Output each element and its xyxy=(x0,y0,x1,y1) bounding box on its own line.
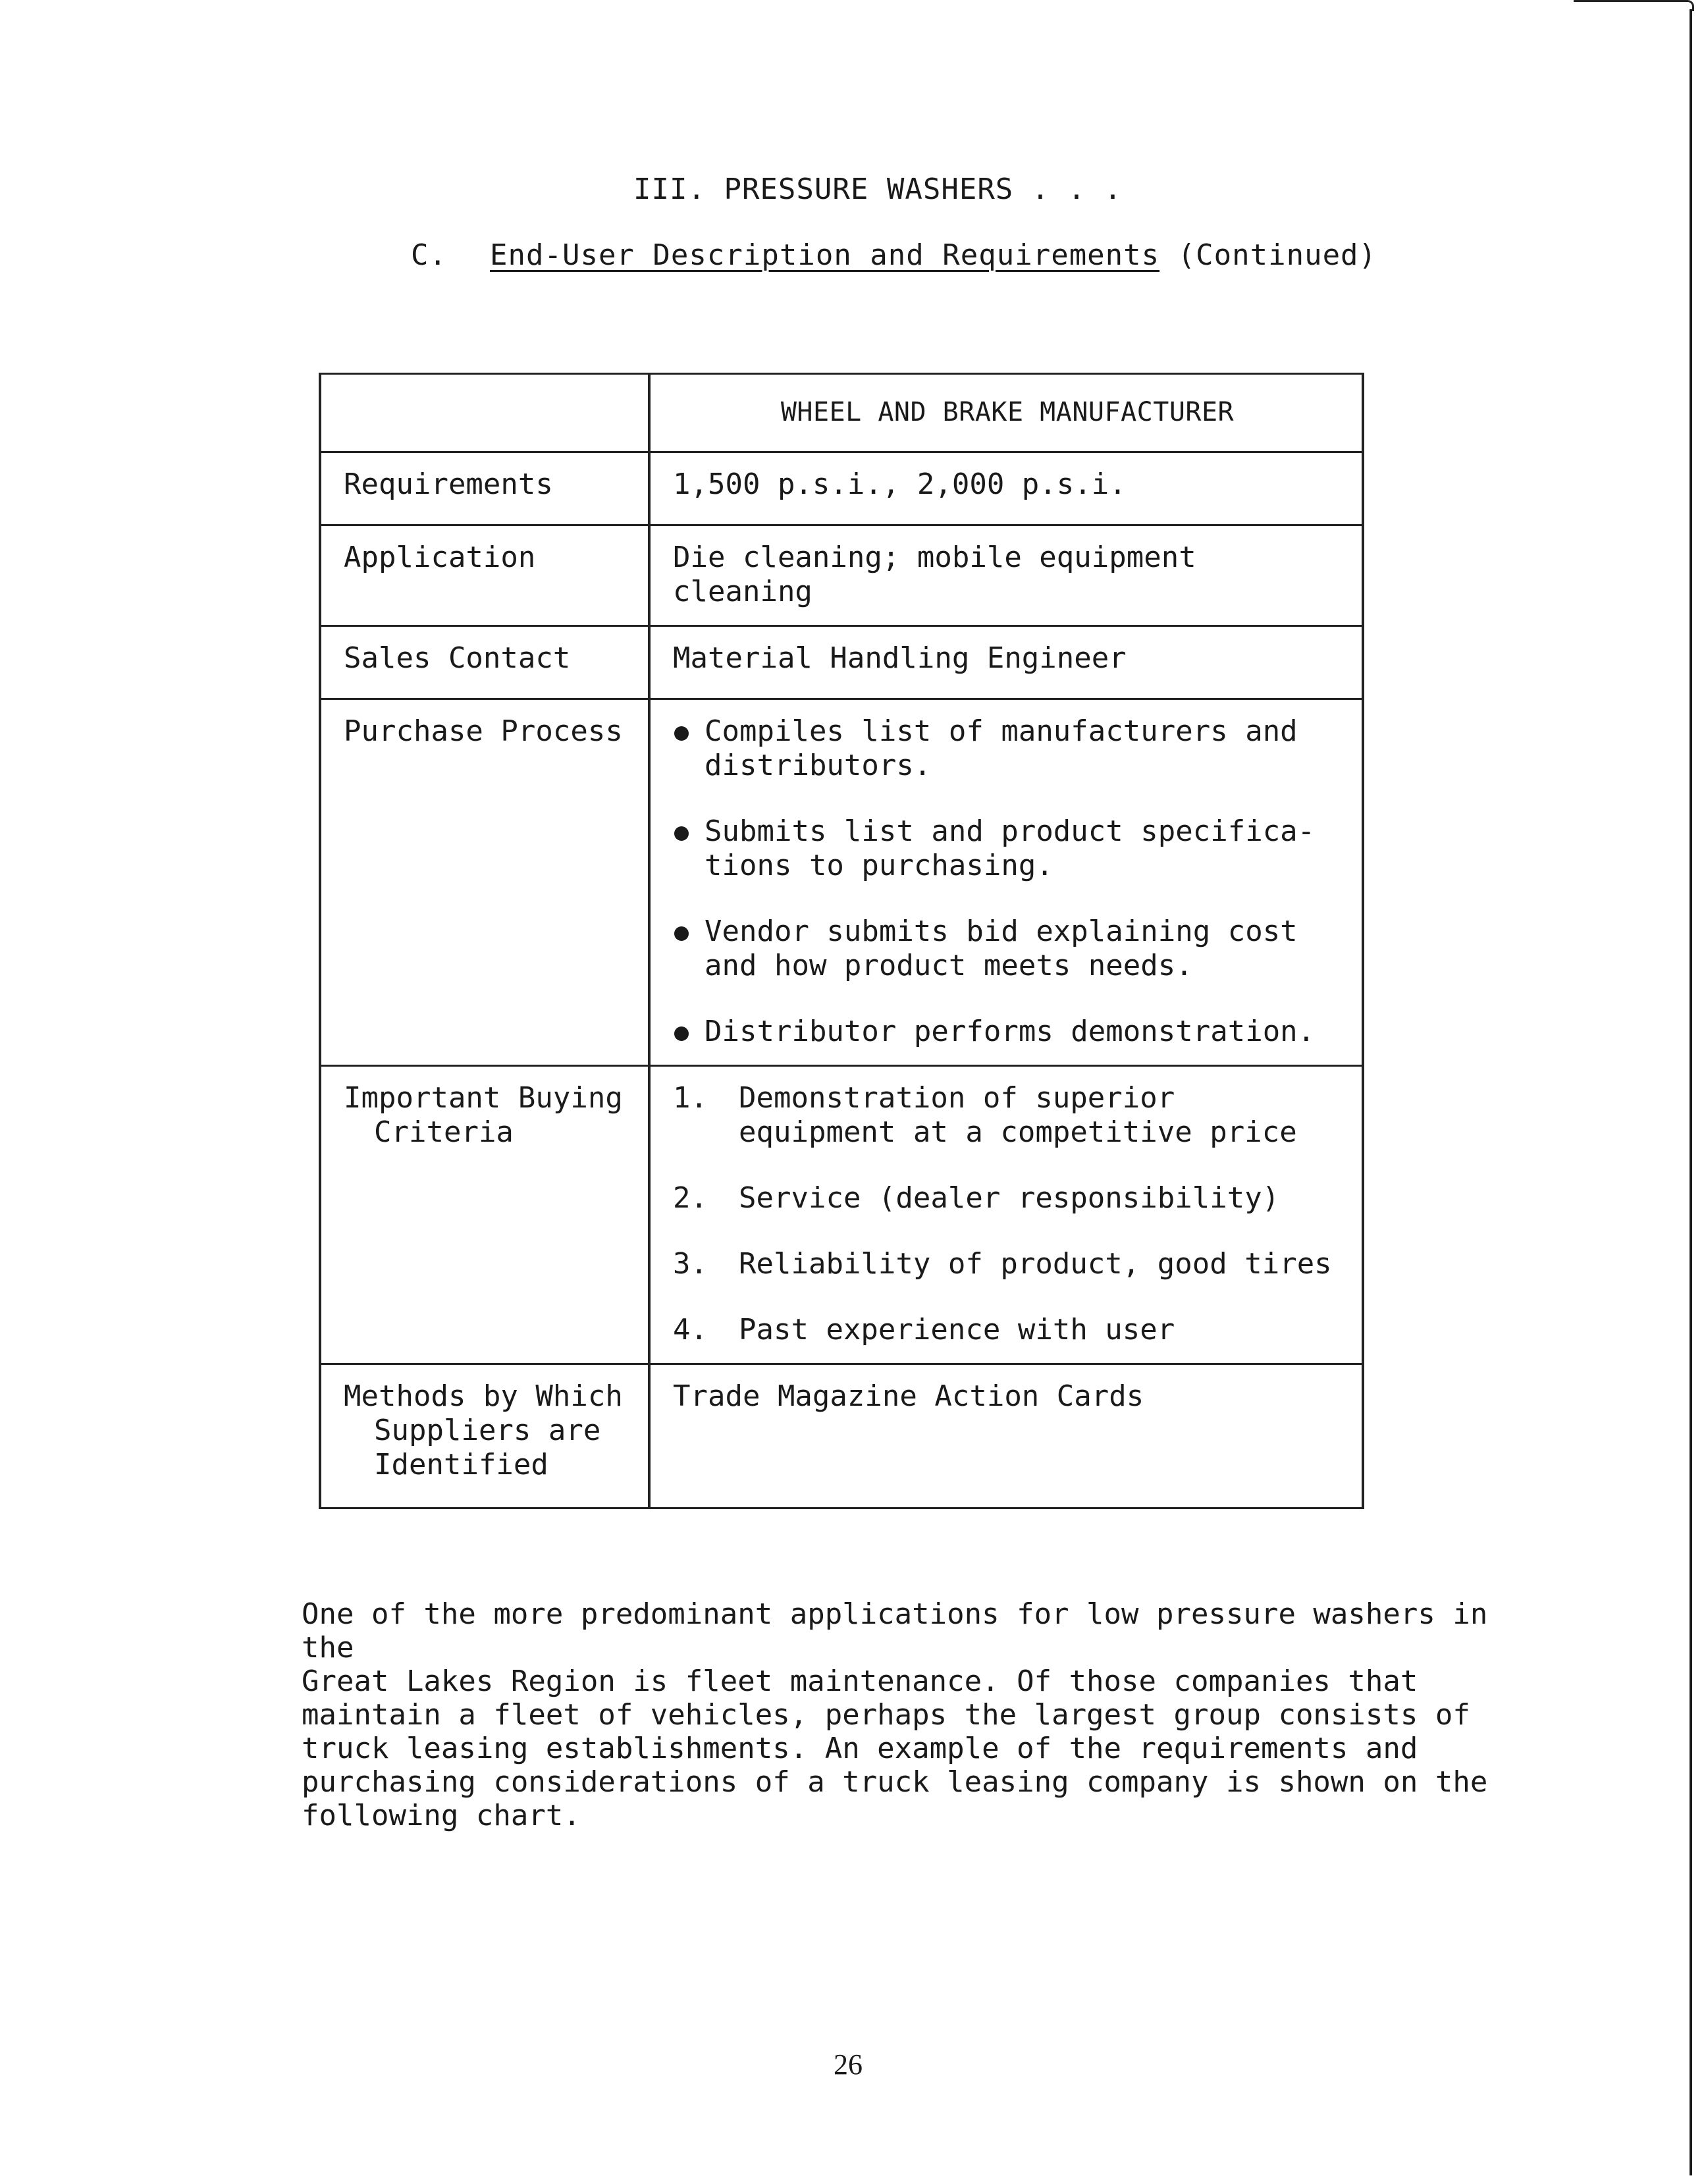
list-item-number: 4. xyxy=(673,1313,708,1346)
table-row xyxy=(320,1066,1363,1364)
table-row xyxy=(320,626,1363,699)
label-line: Important Buying xyxy=(344,1081,623,1115)
list-item xyxy=(673,1081,1342,1150)
purchase-process-list xyxy=(649,699,1363,1066)
list-item-number: 2. xyxy=(673,1181,708,1215)
subsection-line xyxy=(411,238,1377,272)
body-paragraph: One of the more predominant applications for low pressure washers in the Great Lakes Region is fleet maintenance. Of those companies that maintain a fleet of vehicles, perhaps the largest group consists of truck leasing establishments. An example of the requirements and purchasing considerations of a truck leasing company is shown on the following chart. xyxy=(302,1597,1488,1832)
subsection-letter: C. xyxy=(411,238,447,272)
row-value-requirements: 1,500 p.s.i., 2,000 p.s.i. xyxy=(649,452,1363,525)
page-edge-right xyxy=(1690,9,1692,2175)
list-item-text: Vendor submits bid explaining cost and how product meets needs. xyxy=(705,915,1298,982)
row-value-sales-contact: Material Handling Engineer xyxy=(649,626,1363,699)
list-item-text: Service (dealer responsibility) xyxy=(739,1181,1280,1215)
table-corner-cell xyxy=(320,374,649,452)
row-value-methods: Trade Magazine Action Cards xyxy=(649,1364,1363,1508)
page-edge-top xyxy=(1574,0,1694,11)
list-item xyxy=(673,1181,1342,1215)
table-row xyxy=(320,452,1363,525)
label-line: Suppliers are xyxy=(374,1414,601,1447)
list-item-text: Demonstration of superior equipment at a competitive price xyxy=(739,1081,1297,1149)
list-item-number: 3. xyxy=(673,1247,708,1281)
page-number: 26 xyxy=(834,2048,863,2081)
table-header-row xyxy=(320,374,1363,452)
list-item-text: Past experience with user xyxy=(739,1313,1175,1346)
list-item xyxy=(673,714,1342,783)
list-item xyxy=(673,915,1342,983)
row-label-methods xyxy=(320,1364,649,1508)
bullet-icon xyxy=(674,726,689,741)
bullet-icon xyxy=(674,826,689,841)
row-label-application: Application xyxy=(320,525,649,626)
list-item-text: Compiles list of manufacturers and distributors. xyxy=(705,714,1298,782)
requirements-table xyxy=(319,373,1364,1509)
row-label-requirements: Requirements xyxy=(320,452,649,525)
bullet-icon xyxy=(674,926,689,941)
table-row xyxy=(320,699,1363,1066)
column-header: WHEEL AND BRAKE MANUFACTURER xyxy=(649,374,1363,452)
label-line: Criteria xyxy=(374,1115,514,1149)
bullet-icon xyxy=(674,1026,689,1041)
row-label-purchase-process: Purchase Process xyxy=(320,699,649,1066)
list-item xyxy=(673,1015,1342,1049)
list-item xyxy=(673,1313,1342,1347)
list-item xyxy=(673,1247,1342,1281)
list-item-text: Submits list and product specifica- tions to purchasing. xyxy=(705,814,1316,882)
list-item-number: 1. xyxy=(673,1081,708,1115)
row-value-application: Die cleaning; mobile equipment cleaning xyxy=(649,525,1363,626)
row-label-buying-criteria xyxy=(320,1066,649,1364)
label-line: Methods by Which xyxy=(344,1379,623,1413)
list-item-text: Distributor performs demonstration. xyxy=(705,1015,1316,1048)
subsection-heading: End-User Description and Requirements xyxy=(490,238,1160,272)
table-row xyxy=(320,525,1363,626)
subsection-suffix: (Continued) xyxy=(1177,238,1377,272)
label-line: Identified xyxy=(374,1448,548,1481)
row-label-sales-contact: Sales Contact xyxy=(320,626,649,699)
section-title: III. PRESSURE WASHERS . . . xyxy=(633,173,1123,206)
table-row xyxy=(320,1364,1363,1508)
list-item-text: Reliability of product, good tires xyxy=(739,1247,1332,1281)
buying-criteria-list xyxy=(649,1066,1363,1364)
list-item xyxy=(673,814,1342,883)
